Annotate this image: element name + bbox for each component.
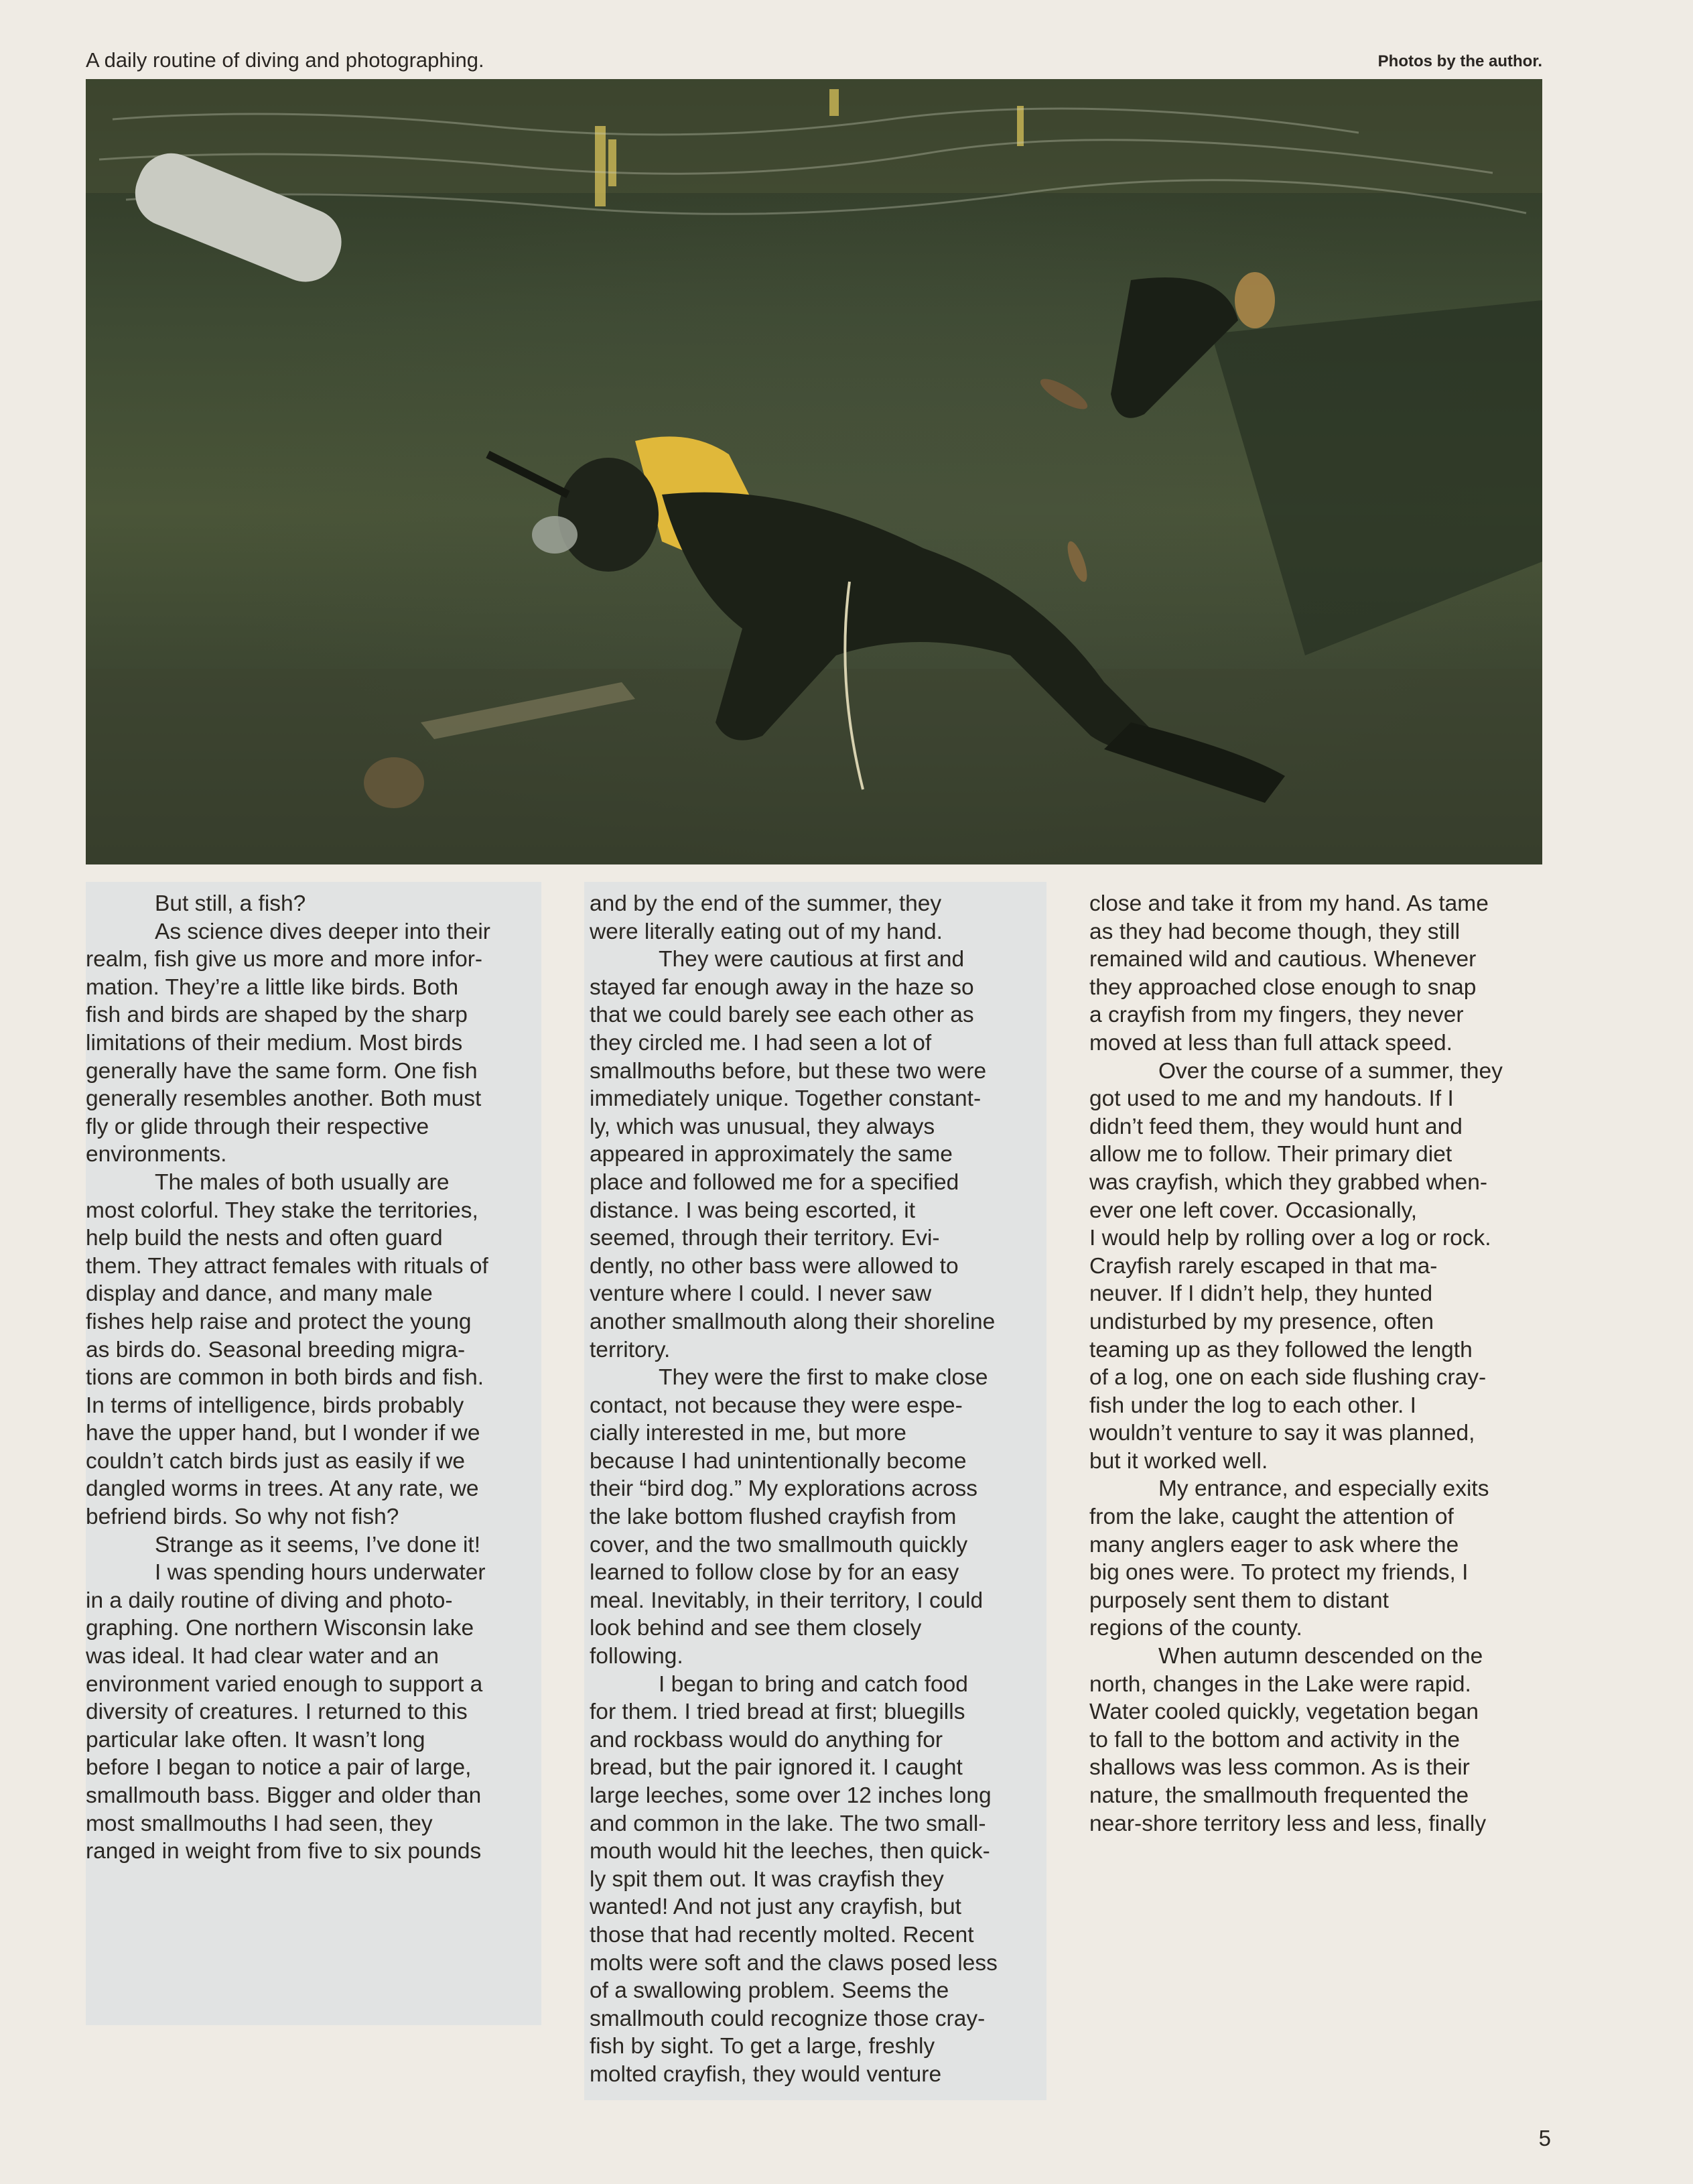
text-line: to fall to the bottom and activity in the bbox=[1089, 1727, 1461, 1752]
text-line: purposely sent them to distant bbox=[1089, 1588, 1389, 1613]
text-line: as they had become though, they still bbox=[1089, 919, 1461, 944]
text-line: appeared in approximately the same bbox=[590, 1142, 953, 1167]
text-line: couldn’t catch birds just as easily if we bbox=[86, 1448, 466, 1474]
text-line: near-shore territory less and less, finally bbox=[1089, 1811, 1487, 1836]
text-line: but it worked well. bbox=[1089, 1448, 1268, 1474]
text-line: smallmouth could recognize those cray- bbox=[590, 2006, 986, 2031]
text-line: another smallmouth along their shoreline bbox=[590, 1309, 996, 1334]
text-line: wouldn’t venture to say it was planned, bbox=[1089, 1421, 1475, 1446]
text-line: wanted! And not just any crayfish, but bbox=[590, 1894, 961, 1920]
text-line: ly, which was unusual, they always bbox=[590, 1114, 935, 1139]
text-line: As science dives deeper into their bbox=[155, 919, 490, 944]
text-line: In terms of intelligence, birds probably bbox=[86, 1393, 464, 1418]
underwater-diver-photo bbox=[86, 79, 1542, 864]
text-line: tions are common in both birds and fish. bbox=[86, 1365, 484, 1391]
text-line: ranged in weight from five to six pounds bbox=[86, 1839, 482, 1864]
text-line: their “bird dog.” My explorations across bbox=[590, 1476, 978, 1502]
text-line: seemed, through their territory. Evi- bbox=[590, 1226, 940, 1251]
text-line: regions of the county. bbox=[1089, 1616, 1302, 1641]
photo-credit: Photos by the author. bbox=[1377, 52, 1542, 70]
text-line: fishes help raise and protect the young bbox=[86, 1309, 472, 1334]
text-line: for them. I tried bread at first; bluegills bbox=[590, 1699, 965, 1725]
text-line: environments. bbox=[86, 1142, 227, 1167]
text-line: realm, fish give us more and more infor- bbox=[86, 947, 483, 972]
text-line: display and dance, and many male bbox=[86, 1281, 433, 1307]
text-line: molts were soft and the claws posed less bbox=[590, 1950, 998, 1976]
text-line: I would help by rolling over a log or rock. bbox=[1089, 1226, 1491, 1251]
text-line: of a swallowing problem. Seems the bbox=[590, 1978, 949, 2004]
text-line: place and followed me for a specified bbox=[590, 1169, 959, 1195]
text-line: smallmouths before, but these two were bbox=[590, 1058, 987, 1084]
text-line: and rockbass would do anything for bbox=[590, 1727, 943, 1752]
text-line: have the upper hand, but I wonder if we bbox=[86, 1421, 480, 1446]
text-line: Crayfish rarely escaped in that ma- bbox=[1089, 1253, 1438, 1279]
diver-illustration bbox=[86, 79, 1542, 864]
text-line: Strange as it seems, I’ve done it! bbox=[155, 1532, 480, 1557]
text-line: many anglers eager to ask where the bbox=[1089, 1532, 1459, 1557]
text-line: bread, but the pair ignored it. I caught bbox=[590, 1755, 963, 1781]
text-line: most smallmouths I had seen, they bbox=[86, 1811, 433, 1836]
text-line: diversity of creatures. I returned to this bbox=[86, 1699, 468, 1725]
text-line: because I had unintentionally become bbox=[590, 1448, 967, 1474]
text-line: teaming up as they followed the length bbox=[1089, 1337, 1473, 1362]
text-line: close and take it from my hand. As tame bbox=[1089, 891, 1489, 916]
text-line: they circled me. I had seen a lot of bbox=[590, 1030, 932, 1055]
text-line: They were the first to make close bbox=[659, 1365, 988, 1391]
text-line: mation. They’re a little like birds. Both bbox=[86, 974, 459, 1000]
text-line: allow me to follow. Their primary diet bbox=[1089, 1142, 1452, 1167]
text-line: ever one left cover. Occasionally, bbox=[1089, 1198, 1418, 1223]
text-line: But still, a fish? bbox=[155, 891, 306, 916]
text-line: distance. I was being escorted, it bbox=[590, 1198, 916, 1223]
text-line: following. bbox=[590, 1644, 683, 1669]
text-line: Over the course of a summer, they bbox=[1158, 1058, 1503, 1084]
text-line: was ideal. It had clear water and an bbox=[86, 1644, 439, 1669]
text-line: graphing. One northern Wisconsin lake bbox=[86, 1616, 474, 1641]
text-line: shallows was less common. As is their bbox=[1089, 1755, 1470, 1781]
text-line: contact, not because they were espe- bbox=[590, 1393, 963, 1418]
text-line: Water cooled quickly, vegetation began bbox=[1089, 1699, 1479, 1725]
article-column-1 bbox=[86, 890, 541, 1866]
text-line: them. They attract females with rituals of bbox=[86, 1253, 488, 1279]
text-line: moved at less than full attack speed. bbox=[1089, 1030, 1452, 1055]
text-line: most colorful. They stake the territories, bbox=[86, 1198, 478, 1223]
text-line: remained wild and cautious. Whenever bbox=[1089, 947, 1477, 972]
text-line: big ones were. To protect my friends, I bbox=[1089, 1560, 1469, 1586]
text-line: large leeches, some over 12 inches long bbox=[590, 1783, 992, 1808]
text-line: a crayfish from my fingers, they never bbox=[1089, 1003, 1464, 1028]
text-line: in a daily routine of diving and photo- bbox=[86, 1588, 453, 1613]
text-line: ly spit them out. It was crayfish they bbox=[590, 1866, 944, 1892]
text-line: undisturbed by my presence, often bbox=[1089, 1309, 1434, 1334]
text-line: neuver. If I didn’t help, they hunted bbox=[1089, 1281, 1433, 1307]
text-line: learned to follow close by for an easy bbox=[590, 1560, 959, 1586]
text-line: look behind and see them closely bbox=[590, 1616, 922, 1641]
text-line: didn’t feed them, they would hunt and bbox=[1089, 1114, 1463, 1139]
text-line: befriend birds. So why not fish? bbox=[86, 1504, 399, 1530]
text-line: help build the nests and often guard bbox=[86, 1226, 443, 1251]
text-line: meal. Inevitably, in their territory, I could bbox=[590, 1588, 984, 1613]
text-line: smallmouth bass. Bigger and older than bbox=[86, 1783, 482, 1808]
text-line: fish under the log to each other. I bbox=[1089, 1393, 1416, 1418]
text-line: They were cautious at first and bbox=[659, 947, 965, 972]
text-line: I was spending hours underwater bbox=[155, 1560, 486, 1586]
text-line: fly or glide through their respective bbox=[86, 1114, 429, 1139]
text-line: dangled worms in trees. At any rate, we bbox=[86, 1476, 479, 1502]
text-line: environment varied enough to support a bbox=[86, 1671, 483, 1697]
article-column-2 bbox=[590, 890, 1045, 2089]
text-line: as birds do. Seasonal breeding migra- bbox=[86, 1337, 466, 1362]
text-line: molted crayfish, they would venture bbox=[590, 2061, 942, 2087]
text-line: were literally eating out of my hand. bbox=[590, 919, 943, 944]
text-line: and common in the lake. The two small- bbox=[590, 1811, 986, 1836]
text-line: was crayfish, which they grabbed when- bbox=[1089, 1169, 1487, 1195]
text-line: of a log, one on each side flushing cray- bbox=[1089, 1365, 1487, 1391]
text-line: The males of both usually are bbox=[155, 1169, 450, 1195]
text-line: fish by sight. To get a large, freshly bbox=[590, 2034, 935, 2059]
text-line: generally resembles another. Both must bbox=[86, 1086, 482, 1112]
text-line: stayed far enough away in the haze so bbox=[590, 974, 974, 1000]
text-line: territory. bbox=[590, 1337, 671, 1362]
text-line: cially interested in me, but more bbox=[590, 1421, 906, 1446]
text-line: My entrance, and especially exits bbox=[1158, 1476, 1489, 1502]
text-line: from the lake, caught the attention of bbox=[1089, 1504, 1454, 1530]
text-line: before I began to notice a pair of large, bbox=[86, 1755, 472, 1781]
text-line: I began to bring and catch food bbox=[659, 1671, 968, 1697]
text-line: mouth would hit the leeches, then quick- bbox=[590, 1839, 990, 1864]
text-line: got used to me and my handouts. If I bbox=[1089, 1086, 1454, 1112]
text-line: venture where I could. I never saw bbox=[590, 1281, 932, 1307]
page-number: 5 bbox=[1538, 2126, 1551, 2150]
text-line: the lake bottom flushed crayfish from bbox=[590, 1504, 957, 1530]
text-line: dently, no other bass were allowed to bbox=[590, 1253, 959, 1279]
text-line: that we could barely see each other as bbox=[590, 1003, 974, 1028]
text-line: generally have the same form. One fish bbox=[86, 1058, 478, 1084]
text-line: those that had recently molted. Recent bbox=[590, 1922, 974, 1947]
text-line: particular lake often. It wasn’t long bbox=[86, 1727, 425, 1752]
text-line: When autumn descended on the bbox=[1158, 1644, 1483, 1669]
article-column-3 bbox=[1089, 890, 1545, 1838]
text-line: and by the end of the summer, they bbox=[590, 891, 942, 916]
text-line: limitations of their medium. Most birds bbox=[86, 1030, 463, 1055]
photo-caption: A daily routine of diving and photographing. bbox=[86, 48, 484, 72]
text-line: immediately unique. Together constant- bbox=[590, 1086, 981, 1112]
text-line: cover, and the two smallmouth quickly bbox=[590, 1532, 968, 1557]
text-line: north, changes in the Lake were rapid. bbox=[1089, 1671, 1471, 1697]
text-line: nature, the smallmouth frequented the bbox=[1089, 1783, 1469, 1808]
text-line: they approached close enough to snap bbox=[1089, 974, 1477, 1000]
text-line: fish and birds are shaped by the sharp bbox=[86, 1003, 468, 1028]
